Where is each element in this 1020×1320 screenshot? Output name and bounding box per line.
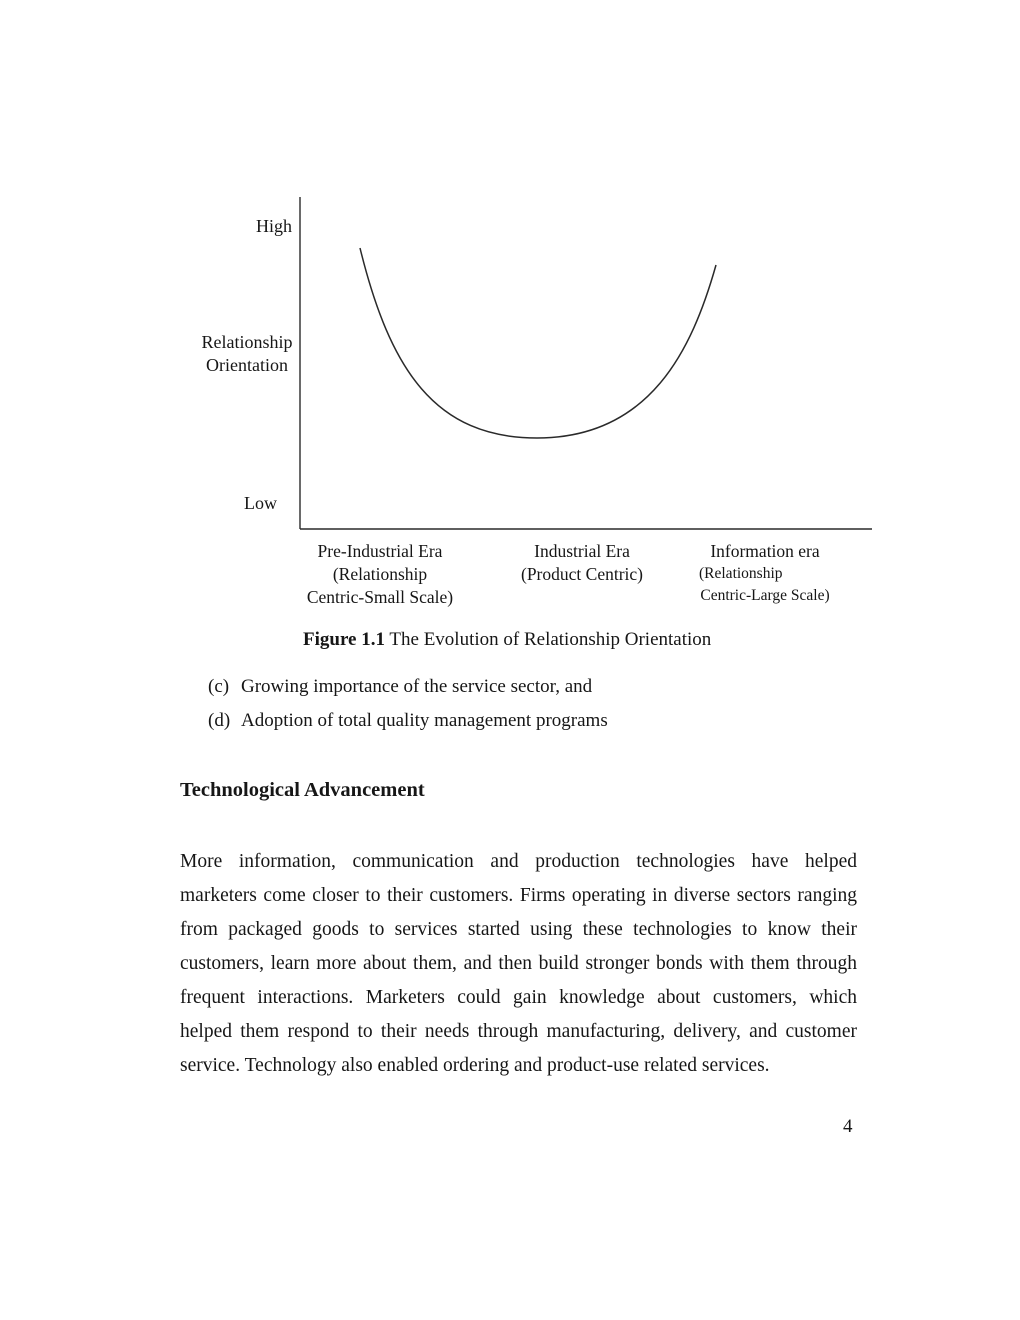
paragraph-line: marketers come closer to their customers. Firms operating in diverse sectors ranging (180, 885, 857, 906)
list-item-c (208, 676, 592, 698)
x-label-line: Centric-Small Scale) (306, 587, 454, 607)
x-label-line: (Relationship (699, 565, 783, 582)
x-label-line: Industrial Era (534, 541, 630, 561)
x-axis-label-information-era (665, 540, 865, 607)
x-axis-label-industrial-era (482, 540, 682, 586)
list-item-marker: (d) (208, 710, 231, 731)
list-item-d (208, 710, 608, 732)
y-axis-label-high: High (256, 216, 292, 236)
figure-caption (303, 629, 711, 651)
paragraph-line: More information, communication and production technologies have helped (180, 851, 857, 872)
x-label-line: (Product Centric) (521, 564, 643, 584)
y-axis-title (195, 331, 299, 377)
y-axis-title-line-1: Relationship (201, 332, 293, 352)
body-paragraph (180, 845, 857, 1083)
x-label-line: (Relationship (332, 564, 428, 584)
page-number: 4 (843, 1116, 853, 1137)
x-label-line: Pre-Industrial Era (317, 541, 443, 561)
figure-caption-label: Figure 1.1 (303, 629, 385, 650)
x-label-line: Information era (710, 541, 820, 561)
x-axis-label-pre-industrial-era (280, 540, 480, 609)
y-axis-label-low: Low (244, 493, 277, 513)
list-item-text: Growing importance of the service sector, and (241, 676, 593, 697)
paragraph-line: customers, learn more about them, and then build stronger bonds with them through (180, 953, 857, 974)
x-label-line: Centric-Large Scale) (700, 587, 830, 604)
figure-caption-title: The Evolution of Relationship Orientation (389, 629, 712, 650)
section-heading: Technological Advancement (180, 779, 425, 801)
paragraph-line: from packaged goods to services started using these technologies to know their (180, 919, 857, 940)
paragraph-line: frequent interactions. Marketers could gain knowledge about customers, which (180, 987, 857, 1008)
list-item-text: Adoption of total quality management programs (241, 710, 608, 731)
list-item-marker: (c) (208, 676, 230, 697)
y-axis-title-line-2: Orientation (206, 355, 288, 375)
figure-1-1-chart (195, 195, 885, 615)
paragraph-line: helped them respond to their needs through manufacturing, delivery, and customer (180, 1021, 857, 1042)
paragraph-line: service. Technology also enabled ordering and product-use related services. (180, 1055, 770, 1076)
